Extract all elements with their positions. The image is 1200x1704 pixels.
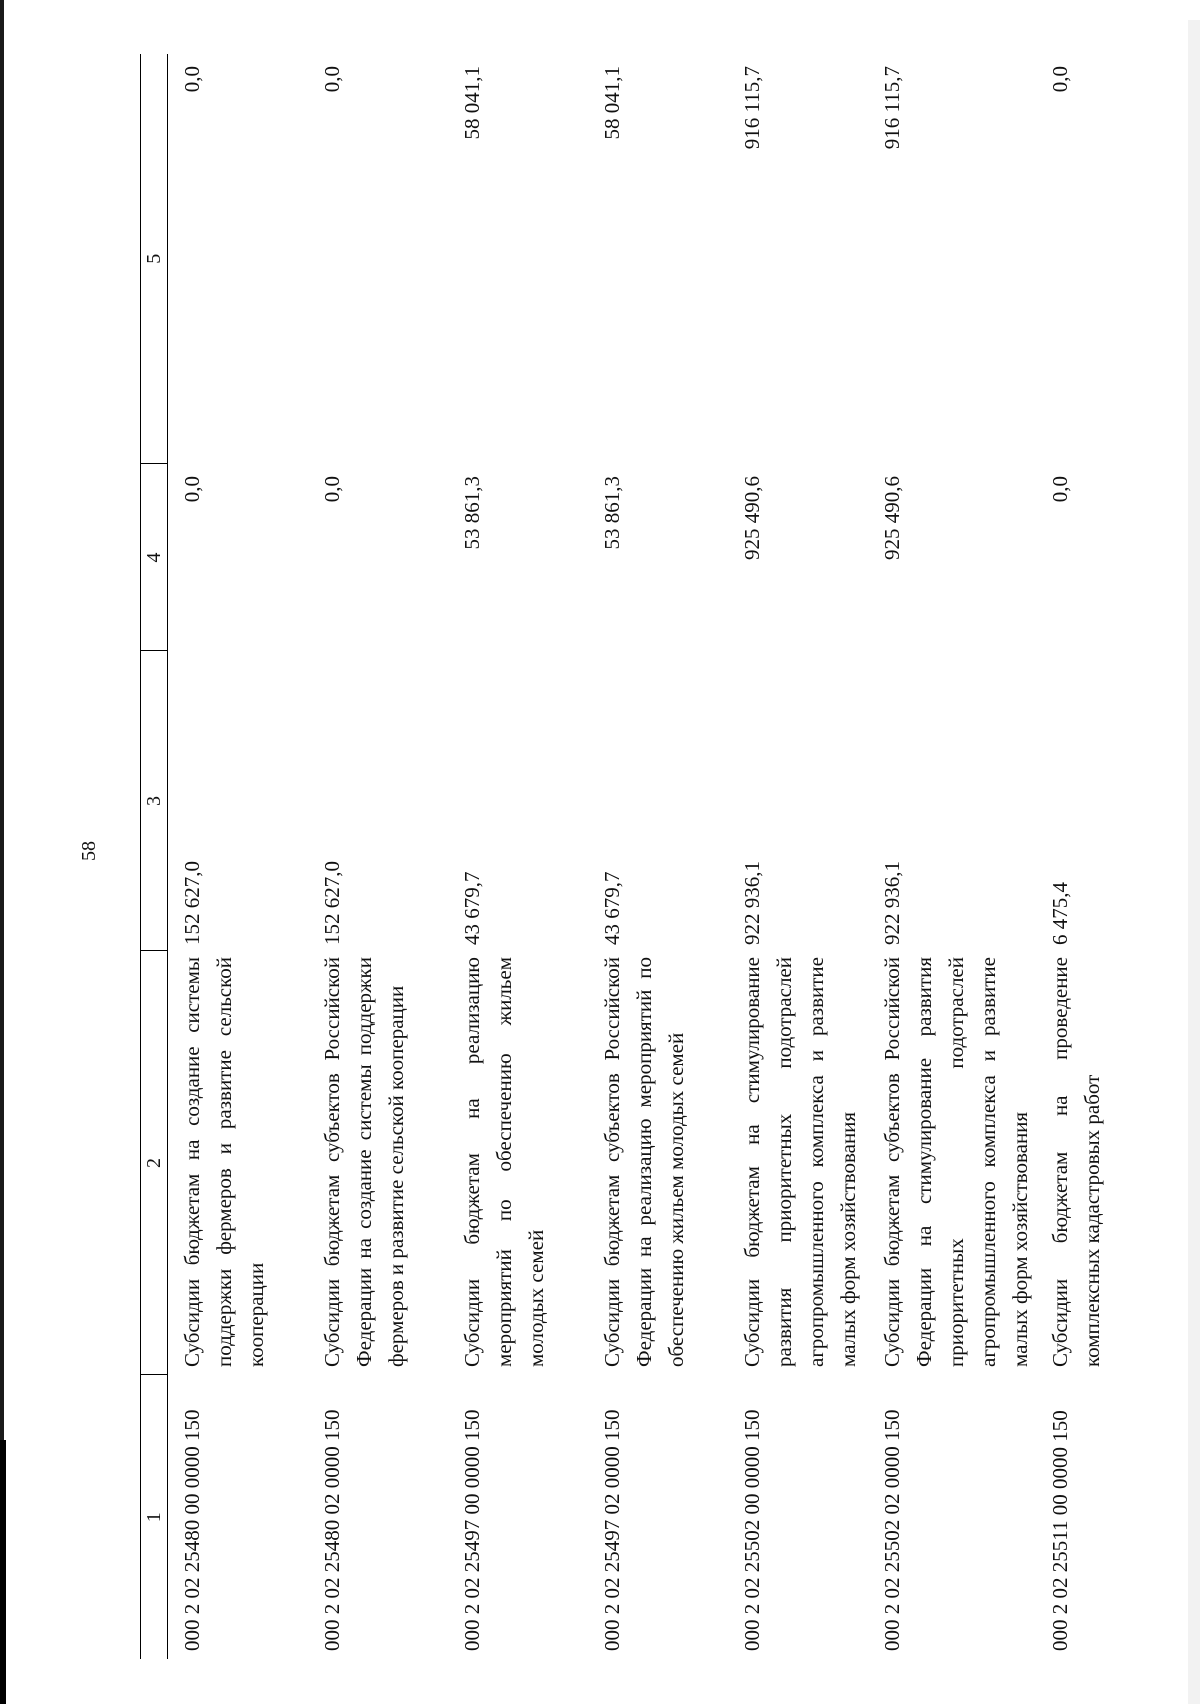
row-code: 000 2 02 25497 00 0000 150 (460, 1409, 484, 1651)
row-value-col3: 152 627,0 (180, 861, 204, 945)
row-value-col4: 925 490,6 (880, 476, 904, 560)
row-value-col5: 916 115,7 (740, 66, 764, 150)
row-name: Субсидии бюджетам субъектов Российской Федерации на создание системы поддержки фермеров и развитие сельской кооперации (320, 957, 408, 1367)
table-row (1036, 54, 1176, 1659)
row-name: Субсидии бюджетам на проведение комплексных кадастровых работ (1048, 957, 1104, 1367)
row-name: Субсидии бюджетам субъектов Российской Федерации на стимулирование развития приоритетных подотраслей агропромышленного комплекса и развитие малых форм хозяйствования (880, 957, 1032, 1367)
row-value-col3: 43 679,7 (600, 871, 624, 945)
table-header-row (141, 54, 168, 1659)
row-value-col3: 152 627,0 (320, 861, 344, 945)
table-row (168, 54, 309, 1659)
header-col-4: 4 (141, 464, 168, 651)
row-value-col5: 0,0 (180, 66, 204, 93)
row-value-col4: 53 861,3 (600, 476, 624, 550)
table-row (308, 54, 448, 1659)
row-value-col5: 0,0 (320, 66, 344, 93)
row-value-col5: 0,0 (1048, 66, 1072, 93)
row-code: 000 2 02 25480 00 0000 150 (180, 1409, 204, 1651)
row-value-col4: 925 490,6 (740, 476, 764, 560)
row-value-col5: 58 041,1 (600, 66, 624, 140)
row-name: Субсидии бюджетам на создание системы поддержки фермеров и развитие сельской кооперации (180, 957, 268, 1367)
row-code: 000 2 02 25497 02 0000 150 (600, 1409, 624, 1651)
row-code: 000 2 02 25480 02 0000 150 (320, 1409, 344, 1651)
row-value-col4: 0,0 (320, 476, 344, 503)
row-value-col5: 58 041,1 (460, 66, 484, 140)
table-row (588, 54, 728, 1659)
header-col-2: 2 (141, 951, 168, 1375)
header-col-1: 1 (141, 1375, 168, 1659)
row-name: Субсидии бюджетам на стимулирование развития приоритетных подотраслей агропромышленного комплекса и развитие малых форм хозяйствования (740, 957, 860, 1367)
row-code: 000 2 02 25502 00 0000 150 (740, 1409, 764, 1651)
row-value-col5: 916 115,7 (880, 66, 904, 150)
page-number: 58 (78, 841, 100, 861)
table-row (448, 54, 588, 1659)
row-value-col3: 43 679,7 (460, 871, 484, 945)
row-code: 000 2 02 25502 02 0000 150 (880, 1409, 904, 1651)
row-value-col4: 53 861,3 (460, 476, 484, 550)
header-col-5: 5 (141, 54, 168, 464)
row-name: Субсидии бюджетам субъектов Российской Федерации на реализацию мероприятий по обеспечению жильем молодых семей (600, 957, 688, 1367)
budget-table (140, 54, 1176, 1659)
row-value-col3: 6 475,4 (1048, 882, 1072, 945)
row-code: 000 2 02 25511 00 0000 150 (1048, 1410, 1072, 1651)
row-value-col4: 0,0 (1048, 476, 1072, 503)
row-name: Субсидии бюджетам на реализацию мероприятий по обеспечению жильем молодых семей (460, 957, 548, 1367)
row-value-col3: 922 936,1 (880, 861, 904, 945)
row-value-col3: 922 936,1 (740, 861, 764, 945)
table-row (728, 54, 868, 1659)
row-value-col4: 0,0 (180, 476, 204, 503)
table-row (868, 54, 1036, 1659)
header-col-3: 3 (141, 651, 168, 951)
